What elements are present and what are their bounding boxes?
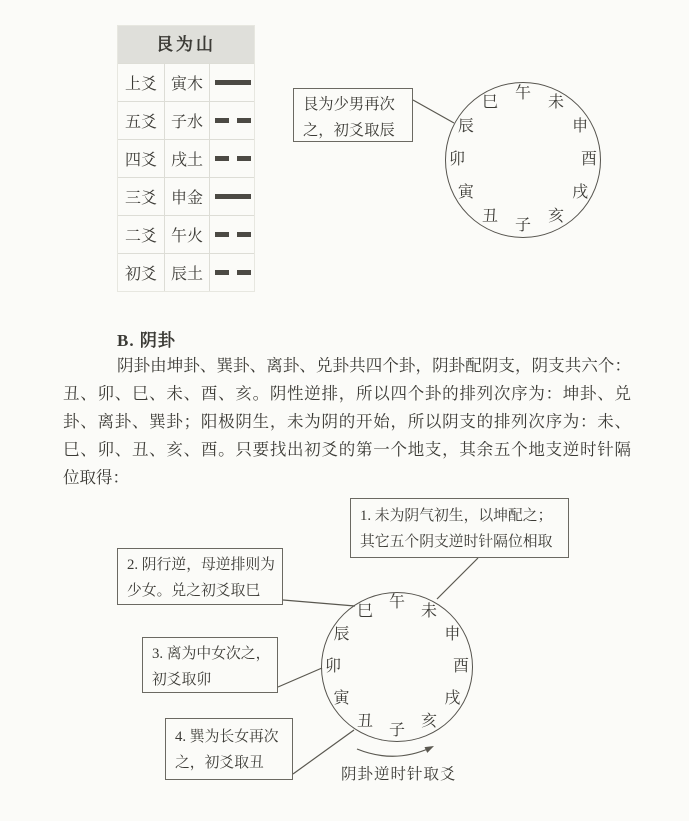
- section-heading: B. 阴卦: [117, 331, 176, 350]
- yao-segment: [215, 194, 251, 199]
- callout-line: 3. 离为中女次之，: [152, 646, 271, 662]
- yao-segment: [215, 232, 229, 237]
- arrowhead-icon: [425, 746, 435, 753]
- branch-label-2: 未: [420, 602, 438, 620]
- branch-label-8: 丑: [481, 208, 499, 226]
- yao-position: 二爻: [124, 228, 157, 245]
- branch-label-3: 申: [444, 626, 461, 643]
- yao-segment: [237, 270, 251, 275]
- hexagram-table-rows: [118, 63, 254, 291]
- branch-label-10: 卯: [324, 658, 342, 675]
- table-row: [118, 101, 254, 139]
- yao-symbol-cell: [209, 178, 254, 215]
- paragraph-line: 巳、卯、丑、亥、酉。只要找出初爻的第一个地支，其余五个地支逆时针隔: [63, 440, 631, 459]
- callout-line: 初爻取卯: [152, 672, 212, 688]
- yao-position: 四爻: [124, 152, 157, 169]
- yao-symbol-cell: [209, 254, 254, 291]
- callout-line: 其它五个阴支逆时针隔位相取: [360, 534, 553, 550]
- yao-symbol-cell: [209, 102, 254, 139]
- connector-callout-2: [283, 600, 355, 606]
- connector-callout-3: [278, 668, 322, 687]
- yang-line-icon: [215, 80, 251, 85]
- yao-position: 上爻: [124, 76, 157, 93]
- branch-label-12: 巳: [481, 93, 499, 111]
- yao-symbol-cell: [209, 140, 254, 177]
- branch-label-9: 寅: [457, 184, 474, 201]
- branch-label-1: 午: [388, 594, 406, 611]
- table-row: [118, 215, 254, 253]
- branch-label-4: 酉: [580, 151, 598, 168]
- yang-line-icon: [215, 194, 251, 199]
- yao-symbol-cell: [209, 64, 254, 101]
- branch-circle-top: [445, 82, 601, 238]
- branch-label-9: 寅: [333, 690, 350, 707]
- yao-segment: [215, 156, 229, 161]
- yao-branch: 申金: [164, 178, 209, 215]
- counterclockwise-arrow: [357, 748, 430, 756]
- table-row: [118, 253, 254, 291]
- callout-4-xun: [165, 718, 293, 780]
- branch-label-1: 午: [514, 85, 532, 102]
- branch-label-11: 辰: [333, 626, 350, 643]
- yin-line-icon: [215, 156, 251, 161]
- yao-branch: 午火: [164, 216, 209, 253]
- paragraph-line: 丑、卯、巳、未、酉、亥。阴性逆排，所以四个卦的排列次序为：坤卦、兑: [63, 384, 631, 403]
- callout-line: 1. 未为阴气初生，以坤配之；: [360, 508, 553, 524]
- paragraph-line: 阴卦由坤卦、巽卦、离卦、兑卦共四个卦，阴卦配阴支，阴支共六个：: [117, 356, 631, 375]
- callout-line: 之，初爻取丑: [175, 755, 264, 771]
- table-row: [118, 177, 254, 215]
- yao-branch: 戌土: [164, 140, 209, 177]
- hexagram-table: [117, 25, 255, 292]
- callout-line: 艮为少男再次: [303, 96, 395, 113]
- branch-circle-bottom: [321, 592, 473, 742]
- callout-1-kun: [350, 498, 569, 558]
- yao-segment: [215, 118, 229, 123]
- yao-branch: 子水: [164, 102, 209, 139]
- callout-3-li: [142, 637, 278, 693]
- yin-line-icon: [215, 232, 251, 237]
- branch-label-12: 巳: [356, 602, 374, 620]
- yao-branch: 辰土: [164, 254, 209, 291]
- callout-gen-note: [293, 88, 413, 142]
- yao-position: 三爻: [124, 190, 157, 207]
- yao-segment: [237, 156, 251, 161]
- yin-line-icon: [215, 270, 251, 275]
- table-row: [118, 139, 254, 177]
- callout-line: 之，初爻取辰: [303, 122, 395, 139]
- yao-position: 五爻: [124, 114, 157, 131]
- branch-label-8: 丑: [356, 713, 374, 731]
- branch-label-5: 戌: [444, 690, 461, 707]
- connector-top-callout: [413, 100, 454, 123]
- yao-segment: [237, 118, 251, 123]
- yao-segment: [215, 270, 229, 275]
- callout-2-dui: [117, 548, 283, 605]
- connector-callout-1: [437, 558, 478, 599]
- yao-symbol-cell: [209, 216, 254, 253]
- arrow-label: 阴卦逆时针取爻: [341, 766, 457, 783]
- table-row: [118, 63, 254, 101]
- paragraph-line: 卦、离卦、巽卦；阳极阴生，未为阴的开始，所以阴支的排列次序为：未、: [63, 412, 631, 431]
- branch-label-5: 戌: [572, 184, 589, 201]
- yao-segment: [215, 80, 251, 85]
- branch-label-7: 子: [514, 217, 532, 234]
- body-paragraph: [63, 352, 631, 492]
- callout-line: 2. 阴行逆，母逆排则为: [127, 557, 275, 573]
- hexagram-table-title: 艮为山: [118, 26, 254, 63]
- branch-label-11: 辰: [457, 118, 474, 135]
- branch-label-7: 子: [388, 722, 406, 739]
- yao-segment: [237, 232, 251, 237]
- yao-branch: 寅木: [164, 64, 209, 101]
- branch-label-2: 未: [547, 93, 565, 111]
- yin-line-icon: [215, 118, 251, 123]
- callout-line: 少女。兑之初爻取巳: [127, 583, 261, 599]
- paragraph-line: 位取得：: [63, 468, 129, 487]
- branch-label-6: 亥: [420, 713, 438, 731]
- branch-label-4: 酉: [452, 658, 470, 675]
- branch-label-6: 亥: [547, 208, 565, 226]
- yao-position: 初爻: [124, 266, 157, 283]
- branch-label-3: 申: [572, 118, 589, 135]
- branch-label-10: 卯: [448, 151, 466, 168]
- callout-line: 4. 巽为长女再次: [175, 729, 279, 745]
